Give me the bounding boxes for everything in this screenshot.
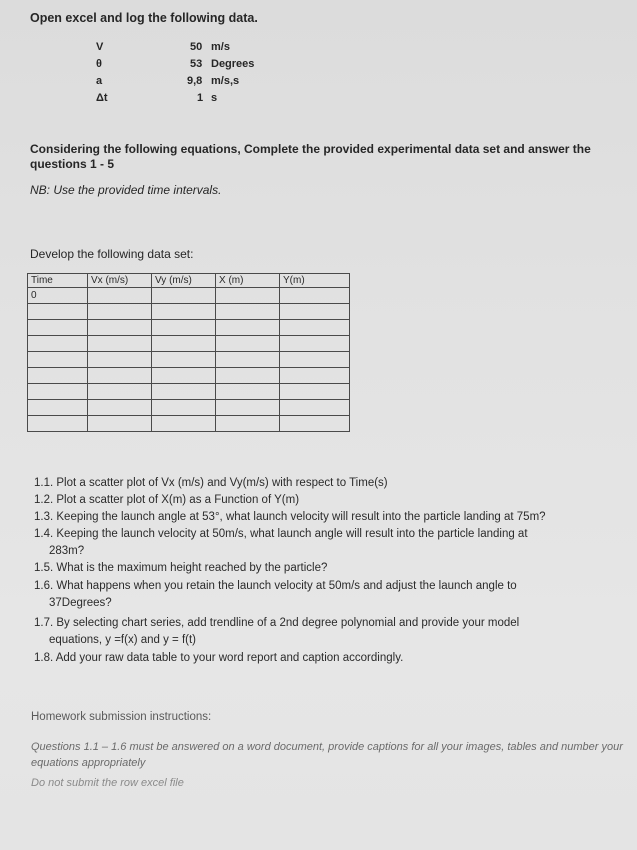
question-1-5: 1.5. What is the maximum height reached by the particle? [34,562,328,574]
table-cell [88,320,152,336]
table-row [28,320,350,336]
table-cell [28,352,88,368]
nb-note: NB: Use the provided time intervals. [30,183,222,197]
question-1-7: 1.7. By selecting chart series, add trendline of a 2nd degree polynomial and provide your model [34,617,520,629]
question-1-2: 1.2. Plot a scatter plot of X(m) as a Function of Y(m) [34,494,300,506]
header-vy: Vy (m/s) [152,274,216,288]
table-cell [280,320,350,336]
param-value-time-step: 1 [197,92,204,104]
table-cell [216,336,280,352]
table-cell [280,416,350,432]
question-1-7-cont: equations, y =f(x) and y = f(t) [49,634,197,646]
param-value-velocity: 50 [190,41,203,53]
table-cell [152,352,216,368]
table-row [28,400,350,416]
param-symbol-acceleration: a [96,75,103,87]
homework-warning: Do not submit the row excel file [31,777,184,789]
question-1-3: 1.3. Keeping the launch angle at 53°, what launch velocity will result into the particle landing at 75m? [34,511,546,523]
table-cell [28,320,88,336]
table-cell [280,288,350,304]
table-cell [88,384,152,400]
table-row [28,352,350,368]
param-unit-acceleration: m/s,s [211,75,240,87]
table-row [28,416,350,432]
table-cell [28,304,88,320]
table-cell [152,288,216,304]
table-cell [152,304,216,320]
header-vx: Vx (m/s) [88,274,152,288]
param-value-angle: 53 [190,58,203,70]
param-symbol-angle: θ [96,58,102,70]
table-cell [152,368,216,384]
table-cell [88,336,152,352]
question-1-4-cont: 283m? [49,545,85,557]
table-cell [216,352,280,368]
table-cell [280,368,350,384]
table-cell [152,320,216,336]
table-cell [280,304,350,320]
table-cell [216,304,280,320]
table-cell [152,400,216,416]
question-1-6: 1.6. What happens when you retain the launch velocity at 50m/s and adjust the launch angle to [34,580,517,592]
table-cell [28,400,88,416]
develop-heading: Develop the following data set: [30,247,194,261]
table-row [28,384,350,400]
param-unit-time-step: s [211,92,218,104]
param-symbol-time-step: Δt [96,92,108,104]
table-cell [152,384,216,400]
table-cell [216,400,280,416]
table-cell [88,400,152,416]
data-table [27,273,350,432]
page-title: Open excel and log the following data. [30,11,258,25]
table-cell [152,336,216,352]
question-1-8: 1.8. Add your raw data table to your word report and caption accordingly. [34,652,404,664]
param-value-acceleration: 9,8 [187,75,203,87]
table-cell [28,384,88,400]
param-unit-angle: Degrees [211,58,255,70]
param-symbol-velocity: V [96,41,104,53]
question-1-4: 1.4. Keeping the launch velocity at 50m/s, what launch angle will result into the particle landing at [34,528,528,540]
table-cell [28,336,88,352]
table-cell [216,416,280,432]
table-row [28,336,350,352]
table-cell [216,384,280,400]
instruction-text: Considering the following equations, Complete the provided experimental data set and answer the questions 1 - 5 [30,142,591,171]
question-1-1: 1.1. Plot a scatter plot of Vx (m/s) and Vy(m/s) with respect to Time(s) [34,477,388,489]
table-row [28,304,350,320]
header-time: Time [28,274,88,288]
table-cell [88,416,152,432]
table-cell [280,336,350,352]
table-row [28,368,350,384]
table-cell [216,320,280,336]
question-1-6-cont: 37Degrees? [49,597,112,609]
table-cell [216,368,280,384]
header-x: X (m) [216,274,280,288]
table-header-row [28,274,350,288]
table-cell [280,384,350,400]
table-cell [280,400,350,416]
table-cell [88,288,152,304]
table-cell [88,304,152,320]
table-cell [280,352,350,368]
header-y: Y(m) [280,274,350,288]
table-cell [28,368,88,384]
table-row [28,288,350,304]
table-cell [88,352,152,368]
homework-heading: Homework submission instructions: [31,711,212,723]
table-cell [28,416,88,432]
table-cell [216,288,280,304]
homework-instruction: Questions 1.1 – 1.6 must be answered on a word document, provide captions for all your images, tables and number your equations appropriately [31,741,623,769]
param-unit-velocity: m/s [211,41,230,53]
table-cell [152,416,216,432]
table-cell [88,368,152,384]
table-cell: 0 [28,288,88,304]
